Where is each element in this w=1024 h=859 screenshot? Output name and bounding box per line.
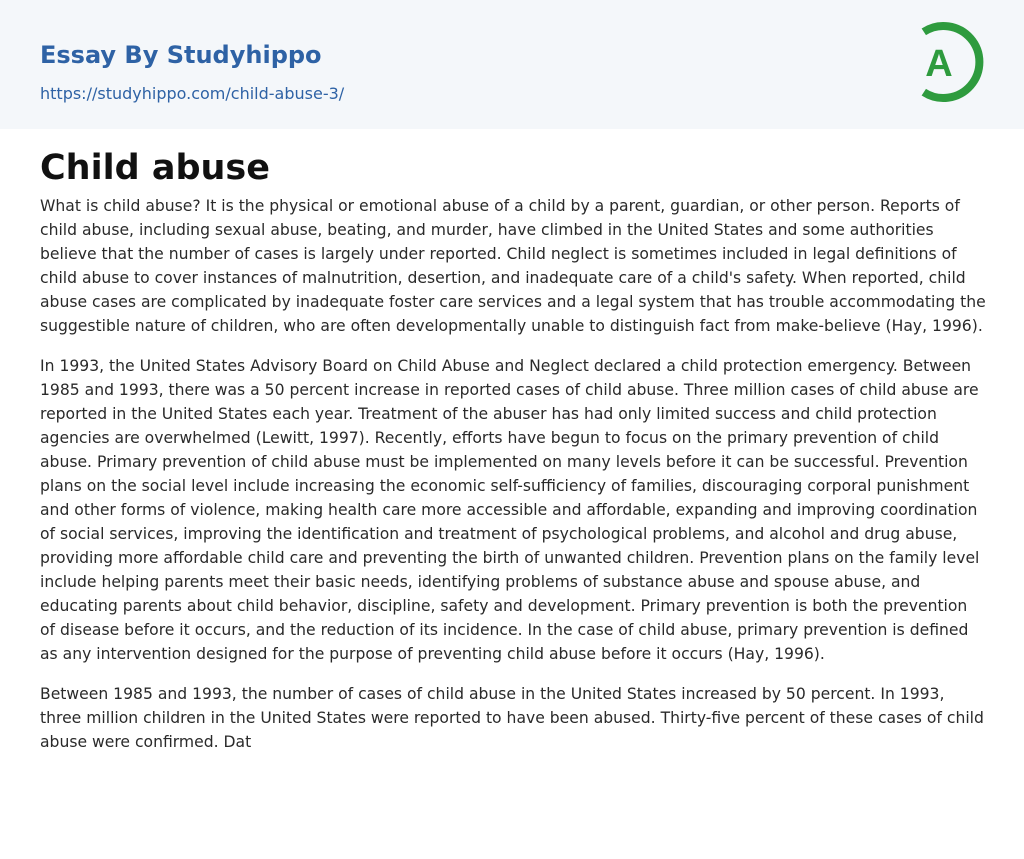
essay-paragraph: What is child abuse? It is the physical or emotional abuse of a child by a parent, guardian, or other person. Reports of child abuse, including sexual abuse, beating, and murder, have climbed in the United States and some authorities believe that the number of cases is largely under reported. Child neglect is sometimes included in legal definitions of child abuse to cover instances of malnutrition, desertion, and inadequate care of a child's safety. When reported, child abuse cases are complicated by inadequate foster care services and a legal system that has trouble accommodating the suggestible nature of children, who are often developmentally unable to distinguish fact from make-believe (Hay, 1996). [40,197,986,335]
essay-paragraph: In 1993, the United States Advisory Board on Child Abuse and Neglect declared a child protection emergency. Between 1985 and 1993, there was a 50 percent increase in reported cases of child abuse. Three million cases of child abuse are reported in the United States each year. Treatment of the abuser has had only limited success and child protection agencies are overwhelmed (Lewitt, 1997). Recently, efforts have begun to focus on the primary prevention of child abuse. Primary prevention of child abuse must be implemented on many levels before it can be successful. Prevention plans on the social level include increasing the economic self-sufficiency of families, discouraging corporal punishment and other forms of violence, making health care more accessible and affordable, expanding and improving coordination of social services, improving the identification and treatment of psychological problems, and alcohol and drug abuse, providing more affordable child care and preventing the birth of unwanted children. Prevention plans on the family level include helping parents meet their basic needs, identifying problems of substance abuse and spouse abuse, and educating parents about child behavior, discipline, safety and development. Primary prevention is both the prevention of disease before it occurs, and the reduction of its incidence. In the case of child abuse, primary prevention is defined as any intervention designed for the purpose of preventing child abuse before it occurs (Hay, 1996). [40,357,980,663]
essay-content [40,148,986,754]
logo-letter: A [925,43,953,85]
page-title: Child abuse [40,148,270,188]
site-header [0,0,1024,129]
essay-url-link[interactable]: https://studyhippo.com/child-abuse-3/ [40,84,345,103]
studyhippo-logo-icon[interactable] [912,19,986,105]
essay-paragraph: Between 1985 and 1993, the number of cases of child abuse in the United States increased by 50 percent. In 1993, three million children in the United States were reported to have been abused. Thirty-five percent of these cases of child abuse were confirmed. Dat [40,685,984,751]
brand-title[interactable]: Essay By Studyhippo [40,41,322,69]
